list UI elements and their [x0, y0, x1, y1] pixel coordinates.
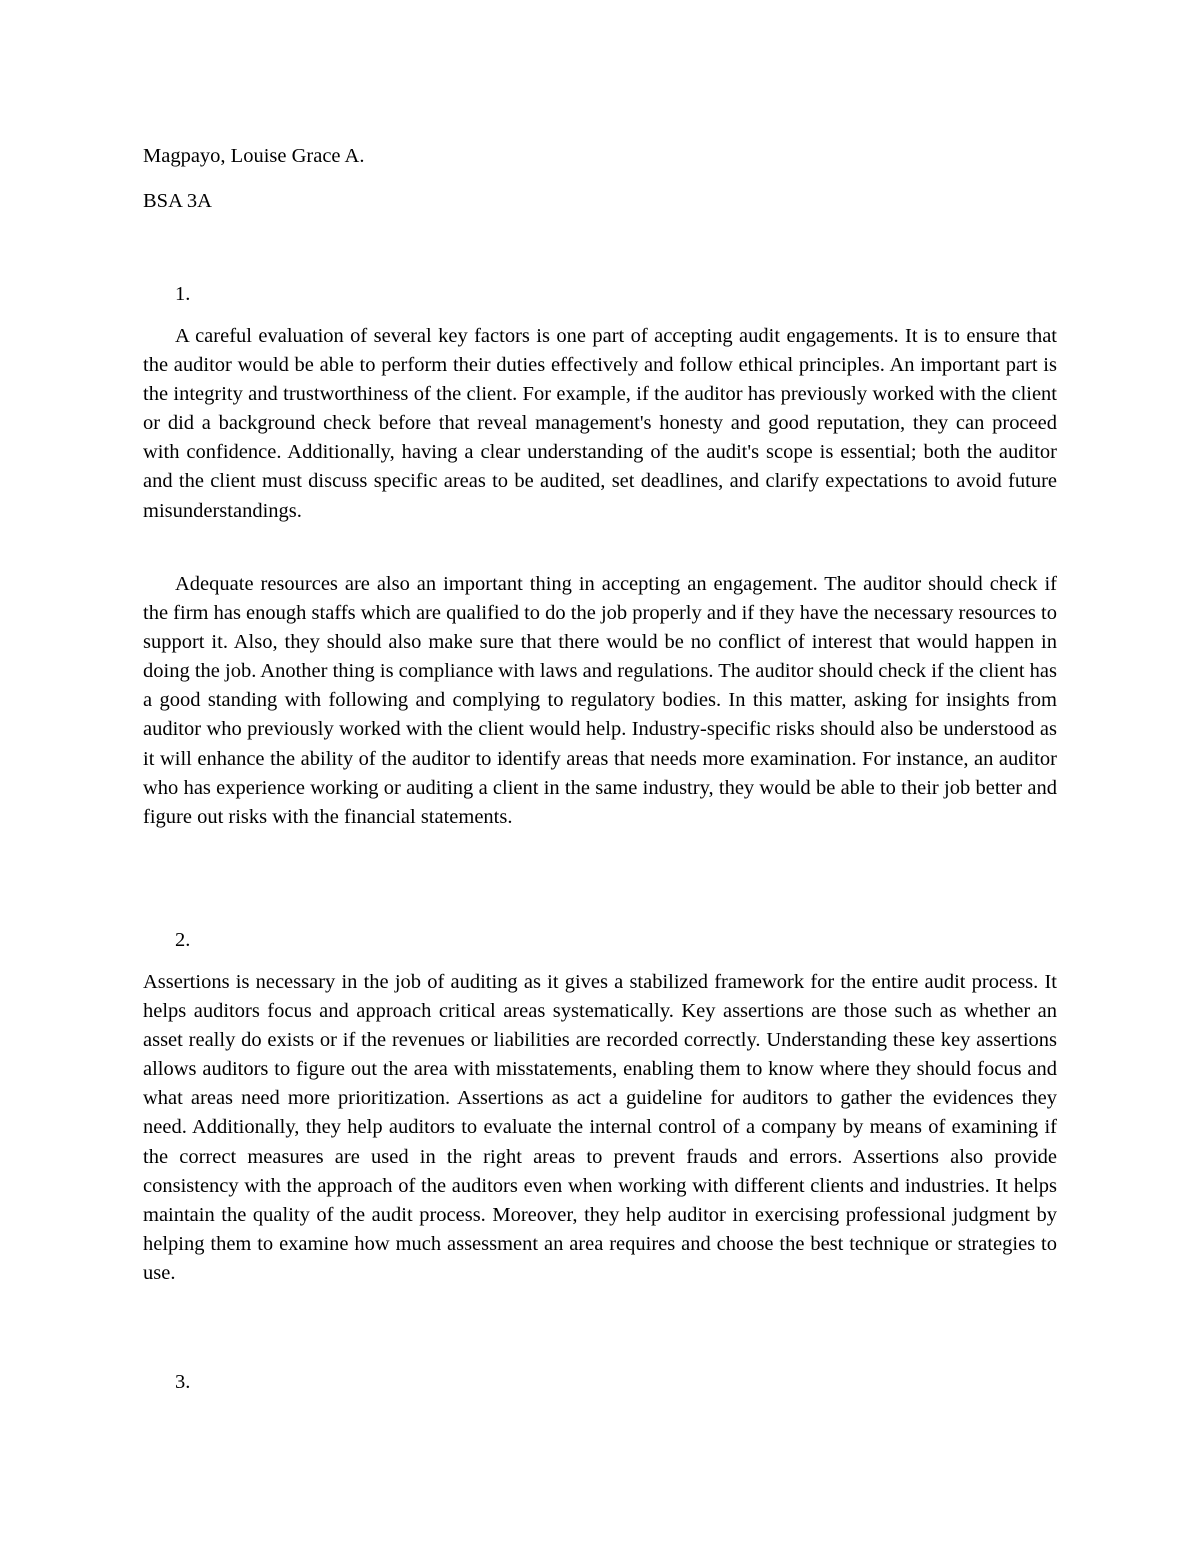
- question-number-3: 3.: [175, 1371, 191, 1393]
- question-number-2: 2.: [175, 929, 191, 951]
- answer-2-paragraph-1: Assertions is necessary in the job of auditing as it gives a stabilized framework for the entire audit process. It helps auditors focus and approach critical areas systematically. Key assertions are those such as whether an asset really do exists or if the revenues or liabilities are recorded correctly. Understanding these key assertions allows auditors to figure out the area with misstatements, enabling them to know where they should focus and what areas need more prioritization. Assertions as act a guideline for auditors to gather the evidences they need. Additionally, they help auditors to evaluate the internal control of a company by means of examining if the correct measures are used in the right areas to prevent frauds and errors. Assertions also provide consistency with the approach of the auditors even when working with different clients and industries. It helps maintain the quality of the audit process. Moreover, they help auditor in exercising professional judgment by helping them to examine how much assessment an area requires and choose the best technique or strategies to use.: [143, 971, 1057, 1284]
- question-number-1: 1.: [175, 283, 191, 305]
- student-name: Magpayo, Louise Grace A.: [143, 145, 365, 167]
- section-label: BSA 3A: [143, 190, 212, 212]
- answer-1-paragraph-1: A careful evaluation of several key factors is one part of accepting audit engagements. It is to ensure that the auditor would be able to perform their duties effectively and follow ethical principles. An important part is the integrity and trustworthiness of the client. For example, if the auditor has previously worked with the client or did a background check before that reveal management's honesty and good reputation, they can proceed with confidence. Additionally, having a clear understanding of the audit's scope is essential; both the auditor and the client must discuss specific areas to be audited, set deadlines, and clarify expectations to avoid future misunderstandings.: [143, 325, 1057, 522]
- answer-1-paragraph-2: Adequate resources are also an important thing in accepting an engagement. The auditor should check if the firm has enough staffs which are qualified to do the job properly and if they have the necessary resources to support it. Also, they should also make sure that there would be no conflict of interest that would happen in doing the job. Another thing is compliance with laws and regulations. The auditor should check if the client has a good standing with following and complying to regulatory bodies. In this matter, asking for insights from auditor who previously worked with the client would help. Industry-specific risks should also be understood as it will enhance the ability of the auditor to identify areas that needs more examination. For instance, an auditor who has experience working or auditing a client in the same industry, they would be able to their job better and figure out risks with the financial statements.: [143, 573, 1057, 828]
